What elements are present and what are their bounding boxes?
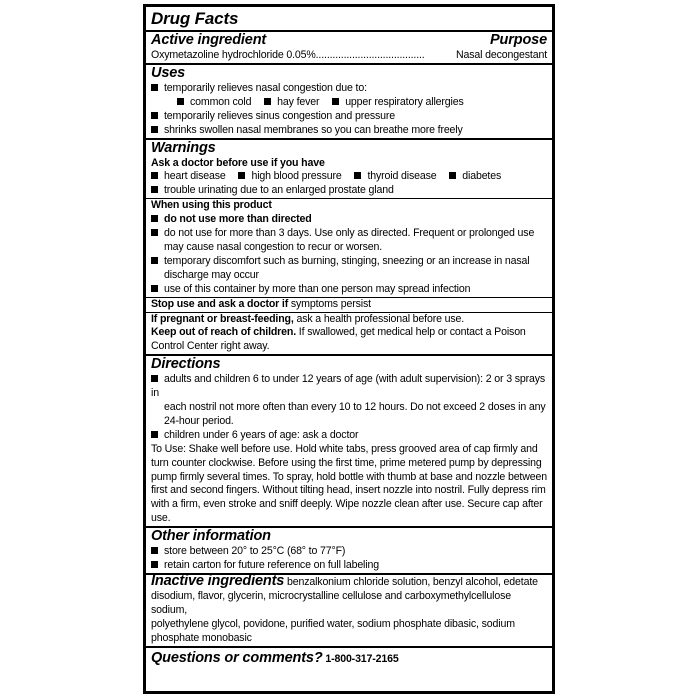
drug-facts-title: Drug Facts: [151, 9, 239, 28]
warnings-section: [151, 140, 547, 199]
inactive-ingredients-text: polyethylene glycol, povidone, purified water, sodium phosphate dibasic, sodium: [151, 617, 515, 630]
warnings-heading: Warnings: [151, 139, 216, 156]
uses-heading: Uses: [151, 64, 186, 81]
ask-doctor-heading: Ask a doctor before use if you have: [151, 156, 325, 169]
bullet-icon: [151, 547, 158, 554]
bullet-icon: [449, 172, 456, 179]
direction-item: children under 6 years of age: ask a doctor: [164, 428, 359, 441]
active-ingredient-name: Oxymetazoline hydrochloride 0.05%: [151, 49, 316, 61]
condition: thyroid disease: [367, 170, 437, 183]
bullet-icon: [238, 172, 245, 179]
condition: heart disease: [164, 170, 226, 183]
condition: high blood pressure: [251, 170, 342, 183]
stop-use-text: symptoms persist: [288, 297, 371, 310]
warning-item: do not use more than directed: [164, 213, 312, 226]
bullet-icon: [354, 172, 361, 179]
bullet-icon: [151, 112, 158, 119]
bullet-icon: [177, 98, 184, 105]
inactive-ingredients-text: disodium, flavor, glycerin, microcrystalline cellulose and carboxymethylcellulose sodium,: [151, 589, 511, 616]
when-using-heading: When using this product: [151, 199, 272, 212]
inactive-ingredients-section: [151, 575, 547, 646]
active-ingredient-section: [151, 32, 547, 63]
pregnancy-bold: If pregnant or breast-feeding,: [151, 312, 294, 325]
active-ingredient-heading: Active ingredient: [151, 32, 267, 48]
bullet-icon: [151, 126, 158, 133]
bullet-icon: [151, 172, 158, 179]
warning-item: temporary discomfort such as burning, stinging, sneezing or an increase in nasal: [164, 254, 530, 267]
keep-out-line: [151, 326, 547, 340]
stop-use-line: [151, 298, 547, 312]
uses-sub: common cold: [190, 95, 252, 108]
active-ingredient-purpose: Nasal decongestant: [456, 49, 547, 61]
uses-sub: hay fever: [277, 95, 320, 108]
uses-line: shrinks swollen nasal membranes so you can breathe more freely: [164, 123, 463, 136]
uses-line: temporarily relieves nasal congestion due to:: [164, 81, 367, 94]
questions-line: [151, 648, 547, 668]
to-use-line: pump firmly several times. To spray, hold bottle with thumb at base and nozzle between: [151, 470, 547, 483]
warning-item-cont: may cause nasal congestion to recur or worsen.: [164, 240, 383, 253]
condition: diabetes: [462, 170, 502, 183]
pregnancy-text: ask a health professional before use.: [293, 312, 465, 325]
bullet-icon: [151, 257, 158, 264]
direction-item-cont: each nostril not more often than every 10 to 12 hours. Do not exceed 2 doses in any: [164, 401, 546, 414]
directions-section: [151, 356, 547, 526]
to-use-line: with a firm, even stroke and sniff deeply. Wipe nozzle clean after use. Secure cap after use.: [151, 498, 543, 525]
purpose-heading: Purpose: [490, 32, 547, 48]
bullet-icon: [151, 84, 158, 91]
bullet-icon: [151, 186, 158, 193]
questions-heading: Questions or comments?: [151, 649, 323, 666]
to-use-line: first and second fingers. Without tilting head, insert nozzle into nostril. Fully depress rim: [151, 484, 546, 497]
condition: trouble urinating due to an enlarged prostate gland: [164, 184, 394, 197]
bullet-icon: [151, 215, 158, 222]
other-info-item: store between 20° to 25°C (68° to 77°F): [164, 545, 346, 558]
warning-item: do not use for more than 3 days. Use only as directed. Frequent or prolonged use: [164, 227, 535, 240]
bullet-icon: [332, 98, 339, 105]
keep-out-cont: Control Center right away.: [151, 340, 270, 353]
inactive-ingredients-heading: Inactive ingredients: [151, 573, 285, 589]
direction-item: adults and children 6 to under 12 years of age (with adult supervision): 2 or 3 sprays in: [151, 373, 546, 400]
bullet-icon: [264, 98, 271, 105]
directions-heading: Directions: [151, 356, 221, 373]
warning-item-cont: discharge may occur: [164, 268, 259, 281]
inactive-ingredients-text: benzalkonium chloride solution, benzyl alcohol, edetate: [284, 576, 538, 588]
leader-dots: .......................................: [315, 49, 425, 61]
when-using-section: [151, 199, 547, 296]
bullet-icon: [151, 561, 158, 568]
inactive-ingredients-text: phosphate monobasic: [151, 631, 252, 644]
drug-facts-panel: [143, 4, 555, 694]
bullet-icon: [151, 285, 158, 292]
other-info-heading: Other information: [151, 528, 271, 545]
bullet-icon: [151, 431, 158, 438]
other-info-section: [151, 528, 547, 573]
warning-item: use of this container by more than one person may spread infection: [164, 282, 471, 295]
uses-line: temporarily relieves sinus congestion and pressure: [164, 109, 395, 122]
to-use-line: To Use: Shake well before use. Hold white tabs, press grooved area of cap firmly and: [151, 442, 538, 455]
stop-use-bold: Stop use and ask a doctor if: [151, 297, 289, 310]
pregnancy-line: [151, 313, 547, 327]
keep-out-text: If swallowed, get medical help or contact a Poison: [296, 326, 526, 339]
direction-item-cont: 24-hour period.: [164, 414, 234, 427]
uses-section: [151, 65, 547, 138]
to-use-line: turn counter clockwise. Before using the first time, prime metered pump by depressing: [151, 456, 542, 469]
phone-number: 1-800-317-2165: [322, 652, 399, 665]
other-info-item: retain carton for future reference on full labeling: [164, 559, 379, 572]
uses-sub: upper respiratory allergies: [345, 95, 464, 108]
keep-out-bold: Keep out of reach of children.: [151, 326, 297, 339]
bullet-icon: [151, 229, 158, 236]
bullet-icon: [151, 375, 158, 382]
